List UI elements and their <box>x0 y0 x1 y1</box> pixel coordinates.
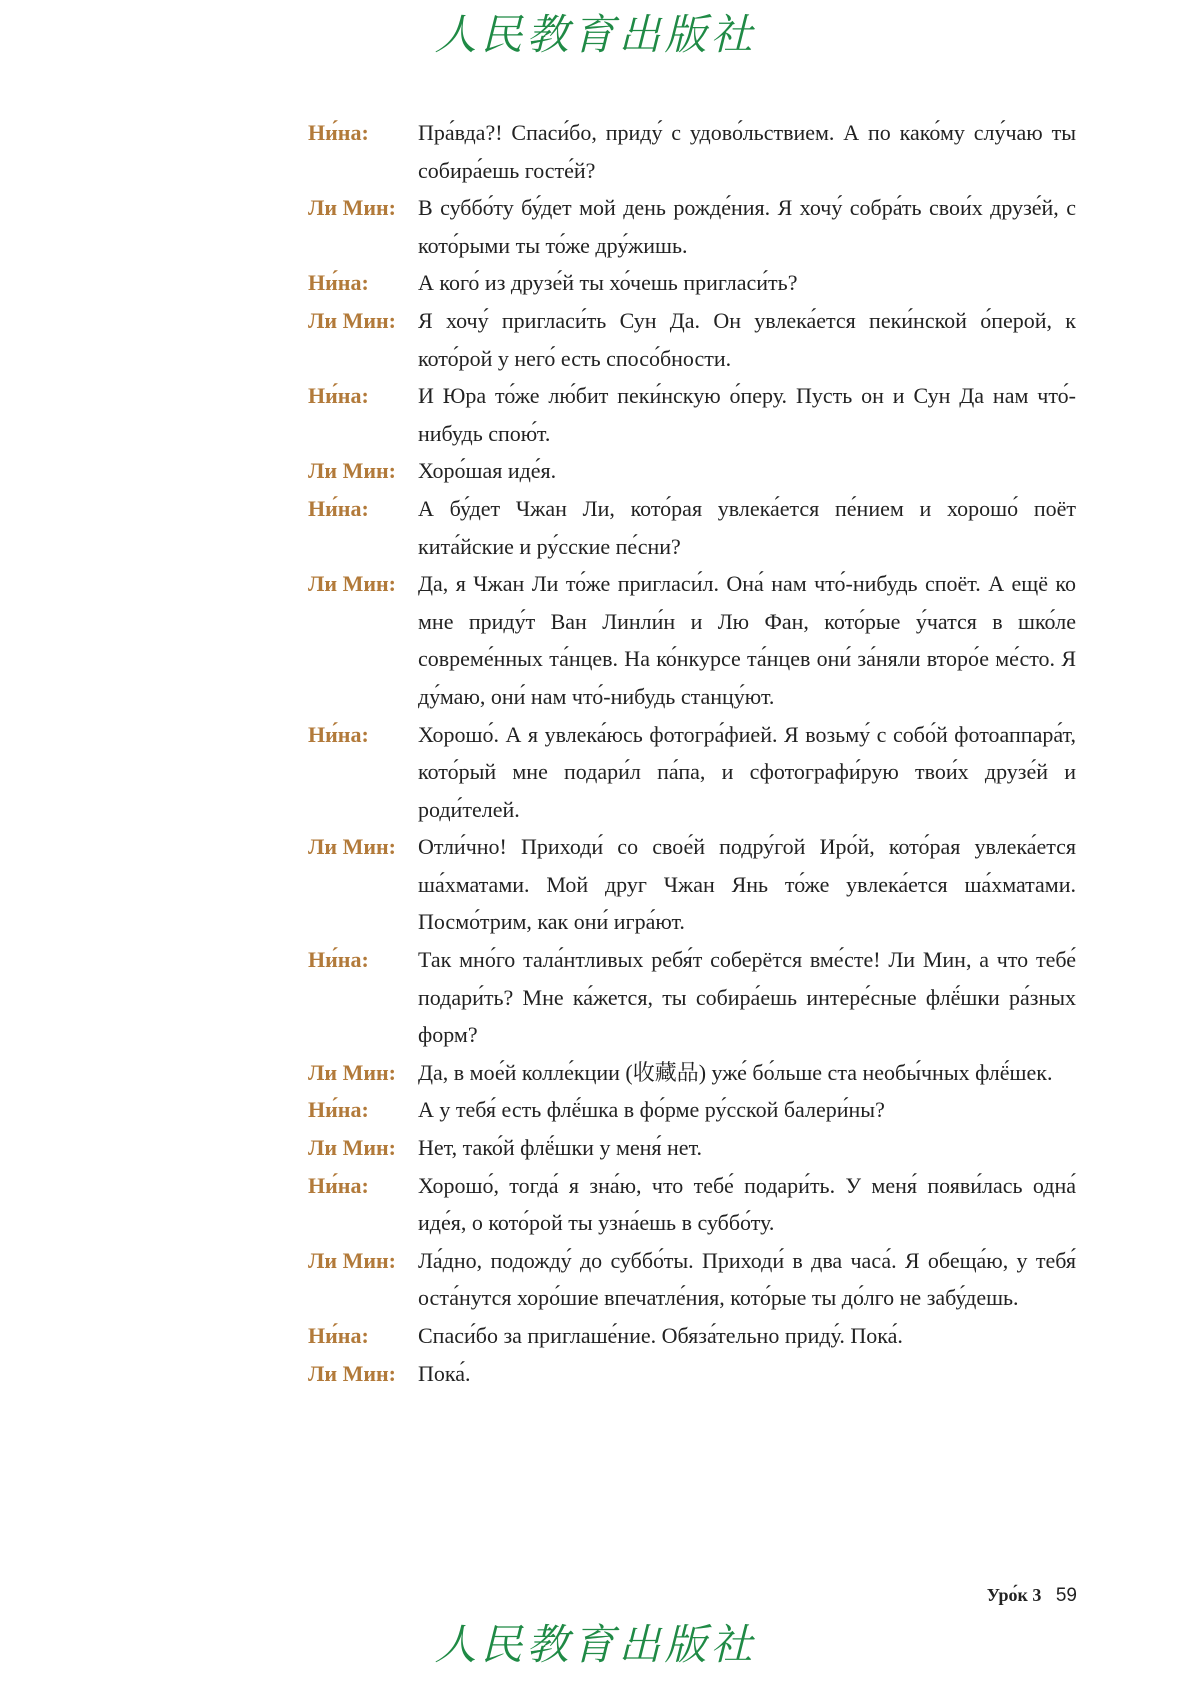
dialogue-line <box>308 1167 1076 1242</box>
line-text: И Юра то́же лю́бит пеки́нскую о́перу. Пусть он и Сун Да нам что́-нибудь спою́т. <box>418 383 1076 446</box>
line-text: Я хочу́ пригласи́ть Сун Да. Он увлека́ется пеки́нской о́перой, к кото́рой у него́ есть спосо́бности. <box>418 307 1076 371</box>
speaker-name: Ли Мин: <box>308 571 397 597</box>
line-text: А у тебя́ есть флё́шка в фо́рме ру́сской балери́ны? <box>418 1097 885 1123</box>
dialogue-line <box>308 1129 1076 1167</box>
speaker-name: Ни́на: <box>308 1172 369 1198</box>
speaker-name: Ни́на: <box>308 383 369 409</box>
dialogue-line <box>308 377 1076 452</box>
line-text: Да, я Чжан Ли то́же пригласи́л. Она́ нам что́-нибудь споёт. А ещё ко мне приду́т Ван Линли́н и Лю Фан, кото́рые у́чатся в шко́ле совреме́нных та́нцев. На ко́нкурсе та́нцев они́ за́няли второ́е ме́сто. Я ду́маю, они́ нам что́-нибудь станцу́ют. <box>418 571 1076 709</box>
line-text: В суббо́ту бу́дет мой день рожде́ния. Я хочу́ собра́ть свои́х друзе́й, с кото́рыми ты то́же дру́жишь. <box>418 195 1076 258</box>
publisher-logo-bottom: 人民教育出版社 <box>434 1620 757 1669</box>
speaker-name: Ни́на: <box>308 947 369 973</box>
line-text: А бу́дет Чжан Ли, кото́рая увлека́ется пе́нием и хорошо́ поёт кита́йские и ру́сские пе́сни? <box>418 495 1076 559</box>
speaker-name: Ли Мин: <box>308 307 397 333</box>
line-text: Так мно́го тала́нтливых ребя́т соберётся вме́сте! Ли Мин, а что тебе́ подари́ть? Мне ка́жется, ты собира́ешь интере́сные флё́шки ра́зных форм? <box>418 947 1076 1048</box>
line-text: Отли́чно! Приходи́ со свое́й подру́гой Иро́й, кото́рая увлека́ется ша́хматами. Мой друг Чжан Янь то́же увлека́ется ша́хматами. Посмо́трим, как они́ игра́ют. <box>418 834 1076 935</box>
page-footer <box>987 1582 1077 1609</box>
speaker-name: Ли Мин: <box>308 1360 397 1386</box>
dialogue-line <box>308 1242 1076 1317</box>
dialogue-line <box>308 716 1076 829</box>
dialogue-line <box>308 189 1076 264</box>
lesson-label: Уро́к 3 <box>986 1585 1042 1605</box>
dialogue-line <box>308 1091 1076 1129</box>
dialogue-line <box>308 264 1076 302</box>
speaker-name: Ли Мин: <box>308 1059 397 1085</box>
publisher-logo-top: 人民教育出版社 <box>434 10 757 59</box>
dialogue-line <box>308 452 1076 490</box>
speaker-name: Ни́на: <box>308 270 369 296</box>
line-text: Ла́дно, подожду́ до суббо́ты. Приходи́ в два часа́. Я обеща́ю, у тебя́ оста́нутся хоро́шие впечатле́ния, кото́рые ты до́лго не забу́дешь. <box>418 1247 1076 1311</box>
dialogue-line <box>308 114 1076 189</box>
line-text: Да, в мое́й колле́кции (收藏品) уже́ бо́льше ста необы́чных флё́шек. <box>418 1059 1053 1085</box>
speaker-name: Ни́на: <box>308 120 369 145</box>
speaker-name: Ли Мин: <box>308 195 397 221</box>
line-text: Хорошо́, тогда́ я зна́ю, что тебе́ подари́ть. У меня́ появи́лась одна́ иде́я, о кото́рой ты узна́ешь в суббо́ту. <box>418 1172 1076 1236</box>
dialogue-line <box>308 1054 1076 1092</box>
line-text: Хоро́шая иде́я. <box>418 458 557 484</box>
line-text: Нет, тако́й флё́шки у меня́ нет. <box>418 1135 703 1161</box>
dialogue-line <box>308 941 1076 1054</box>
speaker-name: Ли Мин: <box>308 1247 397 1273</box>
dialogue-line <box>308 565 1076 715</box>
speaker-name: Ни́на: <box>308 1097 369 1123</box>
line-text: Спаси́бо за приглаше́ние. Обяза́тельно приду́. Пока́. <box>418 1323 903 1348</box>
dialogue-line <box>308 828 1076 941</box>
line-text: Пока́. <box>418 1360 471 1386</box>
speaker-name: Ли Мин: <box>308 834 397 860</box>
line-text: Пра́вда?! Спаси́бо, приду́ с удово́льствием. А по како́му слу́чаю ты собира́ешь госте́й? <box>418 120 1076 183</box>
speaker-name: Ли Мин: <box>308 1135 397 1161</box>
dialogue-line <box>308 1317 1076 1355</box>
line-text: Хорошо́. А я увлека́юсь фотогра́фией. Я возьму́ с собо́й фотоаппара́т, кото́рый мне подари́л па́па, и сфотографи́рую твои́х друзе́й и роди́телей. <box>418 721 1076 822</box>
dialogue-line <box>308 302 1076 377</box>
dialogue-line <box>308 1355 1076 1393</box>
page-number: 59 <box>1055 1585 1077 1606</box>
speaker-name: Ли Мин: <box>308 458 397 484</box>
speaker-name: Ни́на: <box>308 495 369 521</box>
speaker-name: Ни́на: <box>308 1323 369 1348</box>
speaker-name: Ни́на: <box>308 721 369 747</box>
line-text: А кого́ из друзе́й ты хо́чешь пригласи́ть? <box>418 270 798 296</box>
dialogue-line <box>308 490 1076 565</box>
dialogue <box>308 114 1076 1392</box>
